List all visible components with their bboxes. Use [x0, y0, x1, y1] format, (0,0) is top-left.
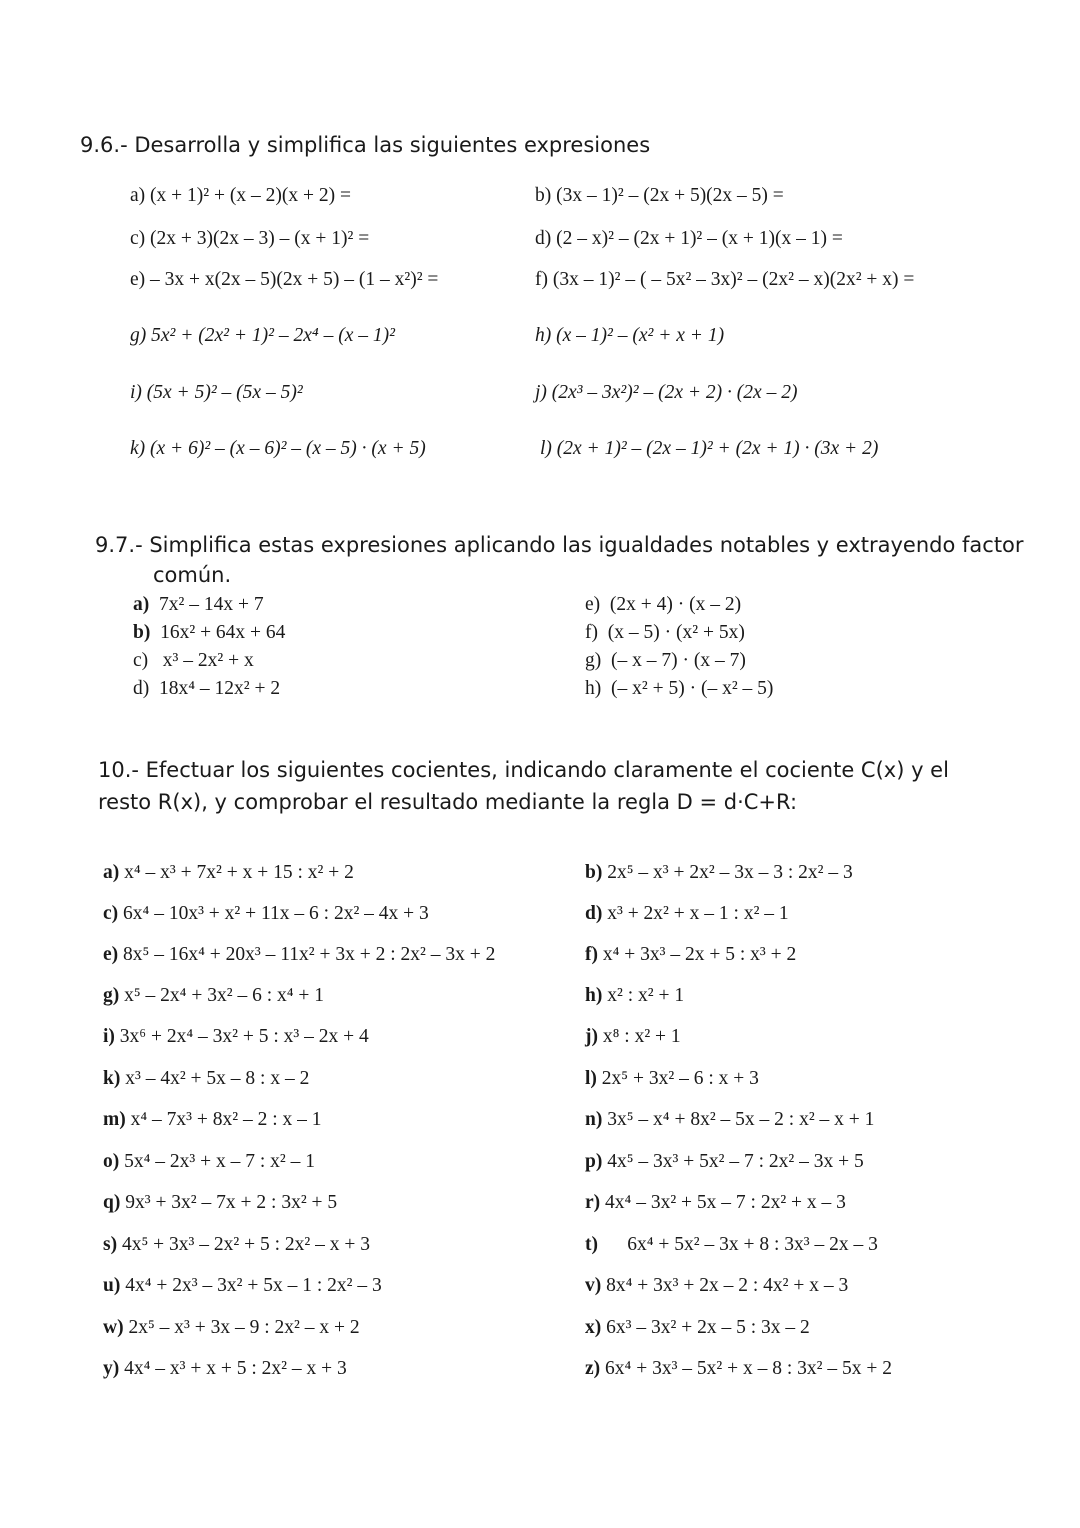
- section-9-7-title-line-1: 9.7.- Simplifica estas expresiones aplicando las igualdades notables y extrayendo factor: [95, 533, 1024, 557]
- item-expression: x³ – 4x² + 5x – 8 : x – 2: [125, 1068, 310, 1089]
- exercise-9-7-d: [133, 677, 280, 701]
- exercise-9-6-h: h) (x – 1)² – (x² + x + 1): [535, 325, 725, 346]
- item-label: b): [585, 862, 603, 883]
- item-label: e): [585, 594, 601, 615]
- exercise-9-7-g: [585, 649, 746, 673]
- item-expression: 4x⁴ – x³ + x + 5 : 2x² – x + 3: [124, 1358, 347, 1379]
- item-label: q): [103, 1192, 121, 1213]
- item-label: h): [585, 678, 602, 699]
- item-label: s): [103, 1234, 118, 1255]
- exercise-9-6-g: g) 5x² + (2x² + 1)² – 2x⁴ – (x – 1)²: [130, 325, 395, 346]
- item-expression: 2x⁵ – x³ + 3x – 9 : 2x² – x + 2: [128, 1317, 360, 1338]
- exercise-10-l: [585, 1067, 759, 1091]
- exercise-10-z: [585, 1357, 892, 1381]
- item-expression: 16x² + 64x + 64: [160, 622, 286, 643]
- item-expression: 6x³ – 3x² + 2x – 5 : 3x – 2: [606, 1317, 810, 1338]
- item-expression: x⁴ – 7x³ + 8x² – 2 : x – 1: [130, 1109, 322, 1130]
- item-label: v): [585, 1275, 602, 1296]
- item-label: w): [103, 1317, 124, 1338]
- exercise-10-o: [103, 1150, 315, 1174]
- exercise-10-b: [585, 861, 853, 885]
- exercise-9-6-i: i) (5x + 5)² – (5x – 5)²: [130, 382, 303, 403]
- item-expression: 4x⁵ – 3x³ + 5x² – 7 : 2x² – 3x + 5: [607, 1151, 864, 1172]
- exercise-10-p: [585, 1150, 864, 1174]
- exercise-9-6-l: l) (2x + 1)² – (2x – 1)² + (2x + 1) · (3x + 2): [540, 438, 879, 459]
- item-label: x): [585, 1317, 602, 1338]
- exercise-9-6-b: b) (3x – 1)² – (2x + 5)(2x – 5) =: [535, 185, 784, 206]
- exercise-9-6-f: f) (3x – 1)² – ( – 5x² – 3x)² – (2x² – x)(2x² + x) =: [535, 269, 915, 290]
- exercise-10-i: [103, 1025, 369, 1049]
- exercise-10-s: [103, 1233, 370, 1257]
- item-expression: 2x⁵ + 3x² – 6 : x + 3: [601, 1068, 759, 1089]
- exercise-10-q: [103, 1191, 337, 1215]
- item-label: g): [585, 650, 602, 671]
- exercise-9-6-k: k) (x + 6)² – (x – 6)² – (x – 5) · (x + 5): [130, 438, 426, 459]
- item-expression: 8x⁵ – 16x⁴ + 20x³ – 11x² + 3x + 2 : 2x² – 3x + 2: [123, 944, 496, 965]
- exercise-9-7-h: [585, 677, 773, 701]
- section-9-6-title: 9.6.- Desarrolla y simplifica las siguientes expresiones: [80, 133, 651, 157]
- item-expression: 6x⁴ + 5x² – 3x + 8 : 3x³ – 2x – 3: [627, 1234, 878, 1255]
- item-expression: (– x – 7) · (x – 7): [611, 650, 746, 671]
- item-label: u): [103, 1275, 121, 1296]
- item-label: p): [585, 1151, 603, 1172]
- exercise-10-d: [585, 902, 789, 926]
- exercise-10-u: [103, 1274, 382, 1298]
- exercise-9-6-e: e) – 3x + x(2x – 5)(2x + 5) – (1 – x²)² =: [130, 269, 439, 290]
- item-expression: 6x⁴ – 10x³ + x² + 11x – 6 : 2x² – 4x + 3: [123, 903, 429, 924]
- item-expression: 18x⁴ – 12x² + 2: [159, 678, 281, 699]
- item-expression: x⁵ – 2x⁴ + 3x² – 6 : x⁴ + 1: [124, 985, 325, 1006]
- exercise-10-t: [585, 1233, 878, 1257]
- item-expression: 4x⁵ + 3x³ – 2x² + 5 : 2x² – x + 3: [121, 1234, 370, 1255]
- item-expression: 5x⁴ – 2x³ + x – 7 : x² – 1: [124, 1151, 316, 1172]
- item-label: h): [585, 985, 603, 1006]
- item-label: c): [103, 903, 119, 924]
- item-expression: 6x⁴ + 3x³ – 5x² + x – 8 : 3x² – 5x + 2: [605, 1358, 893, 1379]
- item-label: f): [585, 622, 598, 643]
- item-label: g): [103, 985, 120, 1006]
- exercise-10-a: [103, 861, 354, 885]
- item-label: k): [103, 1068, 121, 1089]
- item-expression: (x – 5) · (x² + 5x): [607, 622, 745, 643]
- item-expression: x³ + 2x² + x – 1 : x² – 1: [607, 903, 789, 924]
- item-expression: (– x² + 5) · (– x² – 5): [611, 678, 774, 699]
- exercise-10-r: [585, 1191, 846, 1215]
- exercise-10-w: [103, 1316, 360, 1340]
- exercise-10-c: [103, 902, 429, 926]
- item-expression: (2x + 4) · (x – 2): [609, 594, 742, 615]
- exercise-10-k: [103, 1067, 309, 1091]
- item-label: f): [585, 944, 598, 965]
- item-label: e): [103, 944, 119, 965]
- item-expression: 7x² – 14x + 7: [159, 594, 264, 615]
- item-label: d): [585, 903, 603, 924]
- exercise-9-7-c: [133, 649, 254, 673]
- item-label: t): [585, 1234, 598, 1255]
- item-expression: x⁴ – x³ + 7x² + x + 15 : x² + 2: [124, 862, 354, 883]
- exercise-9-6-j: j) (2x³ – 3x²)² – (2x + 2) · (2x – 2): [535, 382, 798, 403]
- item-label: j): [585, 1026, 598, 1047]
- section-9-7-title-line-2: común.: [153, 563, 232, 587]
- item-label: m): [103, 1109, 126, 1130]
- item-expression: x³ – 2x² + x: [162, 650, 254, 671]
- exercise-10-e: [103, 943, 495, 967]
- item-label: c): [133, 650, 149, 671]
- exercise-10-j: [585, 1025, 681, 1049]
- item-expression: 4x⁴ + 2x³ – 3x² + 5x – 1 : 2x² – 3: [125, 1275, 382, 1296]
- exercise-9-6-d: d) (2 – x)² – (2x + 1)² – (x + 1)(x – 1) =: [535, 228, 843, 249]
- item-label: d): [133, 678, 150, 699]
- item-expression: x⁸ : x² + 1: [602, 1026, 681, 1047]
- item-label: l): [585, 1068, 597, 1089]
- item-label: o): [103, 1151, 120, 1172]
- item-label: a): [133, 594, 150, 615]
- exercise-10-m: [103, 1108, 322, 1132]
- section-10-title-line-1: 10.- Efectuar los siguientes cocientes, indicando claramente el cociente C(x) y el: [98, 758, 949, 782]
- item-expression: 2x⁵ – x³ + 2x² – 3x – 3 : 2x² – 3: [607, 862, 853, 883]
- item-expression: 9x³ + 3x² – 7x + 2 : 3x² + 5: [125, 1192, 338, 1213]
- item-label: r): [585, 1192, 601, 1213]
- item-label: b): [133, 622, 151, 643]
- exercise-9-6-c: c) (2x + 3)(2x – 3) – (x + 1)² =: [130, 228, 370, 249]
- exercise-10-n: [585, 1108, 874, 1132]
- exercise-9-6-a: a) (x + 1)² + (x – 2)(x + 2) =: [130, 185, 351, 206]
- exercise-10-x: [585, 1316, 810, 1340]
- exercise-10-h: [585, 984, 684, 1008]
- exercise-9-7-b: [133, 621, 285, 645]
- item-label: a): [103, 862, 120, 883]
- item-expression: 8x⁴ + 3x³ + 2x – 2 : 4x² + x – 3: [606, 1275, 849, 1296]
- item-label: n): [585, 1109, 603, 1130]
- item-expression: x⁴ + 3x³ – 2x + 5 : x³ + 2: [602, 944, 797, 965]
- item-expression: 3x⁵ – x⁴ + 8x² – 5x – 2 : x² – x + 1: [607, 1109, 875, 1130]
- section-10-title-line-2: resto R(x), y comprobar el resultado mediante la regla D = d·C+R:: [98, 790, 798, 814]
- item-label: i): [103, 1026, 115, 1047]
- item-label: y): [103, 1358, 120, 1379]
- item-expression: x² : x² + 1: [607, 985, 685, 1006]
- exercise-9-7-a: [133, 593, 264, 617]
- exercise-10-y: [103, 1357, 347, 1381]
- exercise-10-g: [103, 984, 324, 1008]
- exercise-10-v: [585, 1274, 848, 1298]
- item-expression: 3x⁶ + 2x⁴ – 3x² + 5 : x³ – 2x + 4: [119, 1026, 369, 1047]
- item-expression: 4x⁴ – 3x² + 5x – 7 : 2x² + x – 3: [605, 1192, 846, 1213]
- exercise-9-7-f: [585, 621, 745, 645]
- exercise-9-7-e: [585, 593, 741, 617]
- item-label: z): [585, 1358, 601, 1379]
- exercise-10-f: [585, 943, 796, 967]
